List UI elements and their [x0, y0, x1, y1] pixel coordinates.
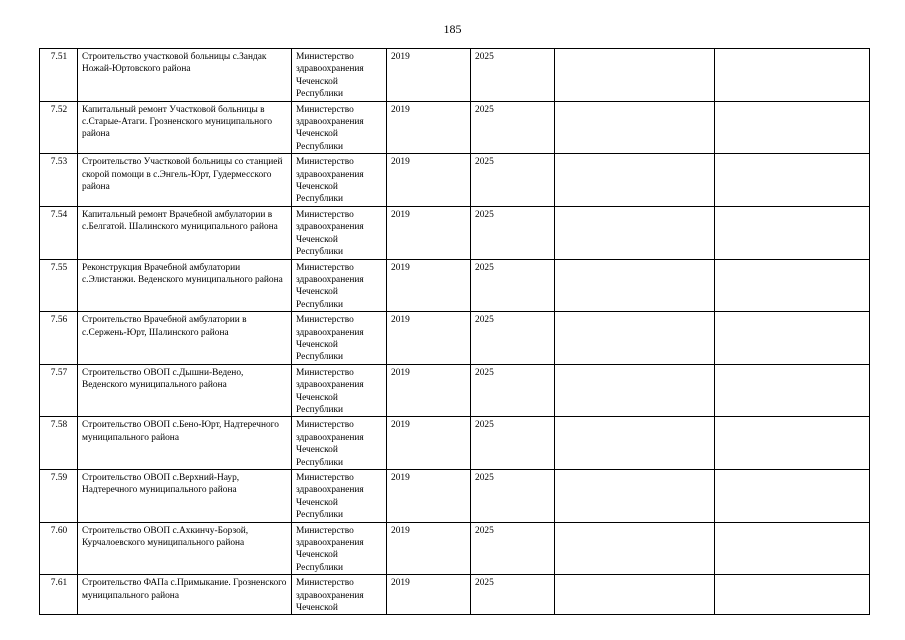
program-table [39, 48, 870, 615]
end-year-cell: 2025 [471, 364, 555, 417]
empty-cell [715, 575, 870, 615]
empty-cell [555, 417, 715, 470]
start-year-cell: 2019 [387, 364, 471, 417]
row-number-cell: 7.57 [40, 364, 78, 417]
project-name-cell: Строительство ОВОП с.Бено-Юрт, Надтеречного муниципального района [78, 417, 292, 470]
row-number-cell: 7.56 [40, 312, 78, 365]
empty-cell [715, 259, 870, 312]
empty-cell [555, 206, 715, 259]
project-name-cell: Строительство ОВОП с.Верхний-Наур, Надтеречного муниципального района [78, 470, 292, 523]
table-row [40, 101, 870, 154]
table-row [40, 49, 870, 102]
empty-cell [555, 470, 715, 523]
start-year-cell: 2019 [387, 101, 471, 154]
table-row [40, 575, 870, 615]
table-row [40, 206, 870, 259]
project-name-cell: Строительство ФАПа с.Примыкание. Грозненского муниципального района [78, 575, 292, 615]
row-number-cell: 7.59 [40, 470, 78, 523]
empty-cell [715, 364, 870, 417]
start-year-cell: 2019 [387, 417, 471, 470]
start-year-cell: 2019 [387, 154, 471, 207]
empty-cell [715, 49, 870, 102]
empty-cell [555, 49, 715, 102]
executor-cell: Министерство здравоохранения Чеченской Республики [292, 101, 387, 154]
project-name-cell: Капитальный ремонт Участковой больницы в с.Старые-Атаги. Грозненского муниципального района [78, 101, 292, 154]
executor-cell: Министерство здравоохранения Чеченской Республики [292, 312, 387, 365]
empty-cell [555, 259, 715, 312]
end-year-cell: 2025 [471, 522, 555, 575]
end-year-cell: 2025 [471, 259, 555, 312]
table-row [40, 312, 870, 365]
end-year-cell: 2025 [471, 470, 555, 523]
executor-cell: Министерство здравоохранения Чеченской Республики [292, 522, 387, 575]
project-name-cell: Строительство ОВОП с.Дышни-Ведено, Веденского муниципального района [78, 364, 292, 417]
empty-cell [715, 101, 870, 154]
row-number-cell: 7.54 [40, 206, 78, 259]
start-year-cell: 2019 [387, 470, 471, 523]
row-number-cell: 7.53 [40, 154, 78, 207]
table-row [40, 154, 870, 207]
start-year-cell: 2019 [387, 312, 471, 365]
empty-cell [715, 470, 870, 523]
start-year-cell: 2019 [387, 575, 471, 615]
executor-cell: Министерство здравоохранения Чеченской Республики [292, 259, 387, 312]
row-number-cell: 7.58 [40, 417, 78, 470]
empty-cell [715, 522, 870, 575]
executor-cell: Министерство здравоохранения Чеченской Республики [292, 417, 387, 470]
project-name-cell: Реконструкция Врачебной амбулатории с.Элистанжи. Веденского муниципального района [78, 259, 292, 312]
executor-cell: Министерство здравоохранения Чеченской [292, 575, 387, 615]
end-year-cell: 2025 [471, 417, 555, 470]
project-name-cell: Строительство участковой больницы с.Зандак Ножай-Юртовского района [78, 49, 292, 102]
end-year-cell: 2025 [471, 575, 555, 615]
row-number-cell: 7.60 [40, 522, 78, 575]
table-row [40, 259, 870, 312]
project-name-cell: Капитальный ремонт Врачебной амбулатории в с.Белгатой. Шалинского муниципального района [78, 206, 292, 259]
executor-cell: Министерство здравоохранения Чеченской Республики [292, 470, 387, 523]
empty-cell [555, 522, 715, 575]
empty-cell [555, 101, 715, 154]
end-year-cell: 2025 [471, 49, 555, 102]
empty-cell [555, 154, 715, 207]
row-number-cell: 7.55 [40, 259, 78, 312]
table-row [40, 522, 870, 575]
project-name-cell: Строительство ОВОП с.Ахкинчу-Борзой, Курчалоевского муниципального района [78, 522, 292, 575]
project-name-cell: Строительство Участковой больницы со станцией скорой помощи в с.Энгель-Юрт, Гудермесского района [78, 154, 292, 207]
table-row [40, 417, 870, 470]
start-year-cell: 2019 [387, 49, 471, 102]
start-year-cell: 2019 [387, 206, 471, 259]
start-year-cell: 2019 [387, 259, 471, 312]
empty-cell [715, 417, 870, 470]
empty-cell [555, 364, 715, 417]
empty-cell [715, 312, 870, 365]
empty-cell [555, 575, 715, 615]
end-year-cell: 2025 [471, 312, 555, 365]
empty-cell [555, 312, 715, 365]
start-year-cell: 2019 [387, 522, 471, 575]
empty-cell [715, 154, 870, 207]
empty-cell [715, 206, 870, 259]
end-year-cell: 2025 [471, 154, 555, 207]
row-number-cell: 7.61 [40, 575, 78, 615]
end-year-cell: 2025 [471, 206, 555, 259]
executor-cell: Министерство здравоохранения Чеченской Республики [292, 206, 387, 259]
executor-cell: Министерство здравоохранения Чеченской Республики [292, 154, 387, 207]
row-number-cell: 7.52 [40, 101, 78, 154]
project-name-cell: Строительство Врачебной амбулатории в с.Сержень-Юрт, Шалинского района [78, 312, 292, 365]
executor-cell: Министерство здравоохранения Чеченской Республики [292, 364, 387, 417]
executor-cell: Министерство здравоохранения Чеченской Республики [292, 49, 387, 102]
row-number-cell: 7.51 [40, 49, 78, 102]
end-year-cell: 2025 [471, 101, 555, 154]
page-number: 185 [443, 22, 462, 36]
table-row [40, 470, 870, 523]
table-row [40, 364, 870, 417]
